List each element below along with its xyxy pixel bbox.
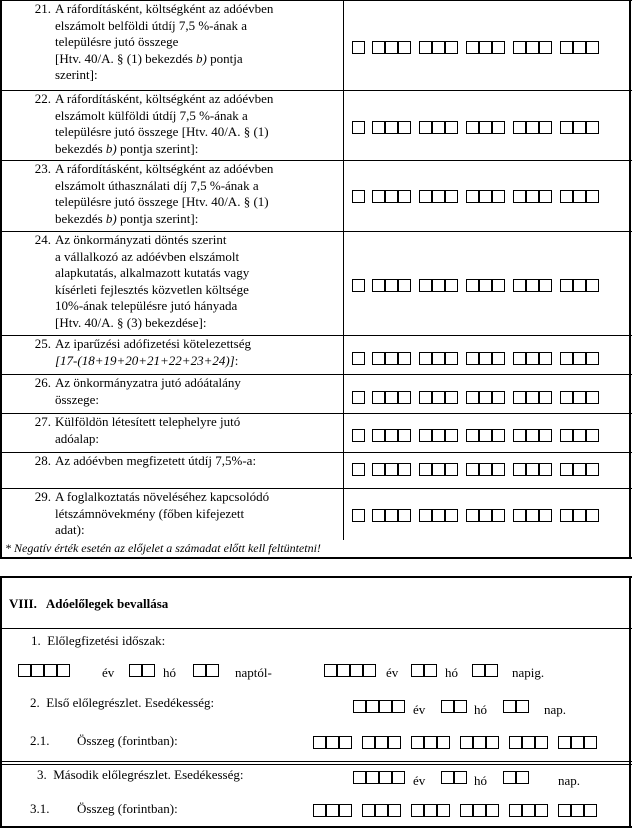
digit-box[interactable] xyxy=(479,121,492,134)
digit-box[interactable] xyxy=(326,736,339,749)
digit-box[interactable] xyxy=(366,771,379,784)
digit-box[interactable] xyxy=(558,804,571,817)
digit-box[interactable] xyxy=(411,736,424,749)
row-label-line: adóalap: xyxy=(55,430,100,446)
row-number: 26. xyxy=(34,375,51,390)
digit-box[interactable] xyxy=(385,121,398,134)
section-row-divider xyxy=(0,764,632,765)
digit-box[interactable] xyxy=(584,736,597,749)
digit-box[interactable] xyxy=(392,771,405,784)
digit-box[interactable] xyxy=(372,391,385,404)
digit-box[interactable] xyxy=(573,279,586,292)
digit-box[interactable] xyxy=(513,463,526,476)
digit-box[interactable] xyxy=(445,121,458,134)
digit-box[interactable] xyxy=(539,352,552,365)
row-label xyxy=(20,232,345,331)
digit-box[interactable] xyxy=(560,463,573,476)
year-label: év xyxy=(413,773,426,788)
row-number: 22. xyxy=(34,91,51,106)
digit-box[interactable] xyxy=(445,190,458,203)
second-due-label: 3. Második előlegrészlet. Esedékesség: xyxy=(37,767,244,782)
digit-box[interactable] xyxy=(586,41,599,54)
digit-box[interactable] xyxy=(441,700,454,713)
sign-box[interactable] xyxy=(352,463,365,476)
row-number: 23. xyxy=(34,161,51,176)
digit-box[interactable] xyxy=(398,429,411,442)
digit-box[interactable] xyxy=(385,41,398,54)
digit-box[interactable] xyxy=(362,804,375,817)
row-label-line: Külföldön létesített telephelyre jutó xyxy=(55,414,241,429)
digit-box[interactable] xyxy=(539,391,552,404)
row-label-line: A ráfordításként, költségként az adóévben xyxy=(55,161,274,176)
row-label-line: [Htv. 40/A. § (3) bekezdése]: xyxy=(55,314,207,330)
digit-box[interactable] xyxy=(473,804,486,817)
digit-box[interactable] xyxy=(573,190,586,203)
digit-box[interactable] xyxy=(388,736,401,749)
digit-box[interactable] xyxy=(445,391,458,404)
row-label-line: kísérleti fejlesztés közvetlen költsége xyxy=(55,281,249,297)
digit-box[interactable] xyxy=(486,736,499,749)
digit-box[interactable] xyxy=(526,509,539,522)
sign-box[interactable] xyxy=(352,509,365,522)
digit-box[interactable] xyxy=(372,121,385,134)
digit-box[interactable] xyxy=(445,41,458,54)
digit-box[interactable] xyxy=(479,391,492,404)
digit-box[interactable] xyxy=(479,41,492,54)
section-bottom-border xyxy=(0,826,632,828)
digit-box[interactable] xyxy=(526,121,539,134)
digit-box[interactable] xyxy=(129,664,142,677)
digit-box[interactable] xyxy=(509,804,522,817)
digit-box[interactable] xyxy=(398,121,411,134)
digit-box[interactable] xyxy=(454,700,467,713)
digit-box[interactable] xyxy=(485,664,498,677)
digit-box[interactable] xyxy=(486,804,499,817)
row-label-line: bekezdés b) pontja szerint]: xyxy=(55,210,199,226)
digit-box[interactable] xyxy=(372,463,385,476)
sign-box[interactable] xyxy=(352,429,365,442)
digit-box[interactable] xyxy=(526,41,539,54)
row-number: 28. xyxy=(34,453,51,468)
digit-box[interactable] xyxy=(473,736,486,749)
digit-box[interactable] xyxy=(526,279,539,292)
digit-box[interactable] xyxy=(379,771,392,784)
digit-box[interactable] xyxy=(432,121,445,134)
digit-box[interactable] xyxy=(419,190,432,203)
digit-box[interactable] xyxy=(560,41,573,54)
digit-box[interactable] xyxy=(526,429,539,442)
digit-box[interactable] xyxy=(445,279,458,292)
first-due-label: 2. Első előlegrészlet. Esedékesség: xyxy=(30,695,215,710)
digit-box[interactable] xyxy=(492,463,505,476)
second-amount-number: 3.1. xyxy=(30,801,50,816)
digit-box[interactable] xyxy=(479,190,492,203)
row-label-line: [17-(18+19+20+21+22+23+24)]: xyxy=(55,352,239,368)
row-number: 25. xyxy=(34,336,51,351)
digit-box[interactable] xyxy=(432,41,445,54)
digit-box[interactable] xyxy=(560,190,573,203)
digit-box[interactable] xyxy=(337,664,350,677)
digit-box[interactable] xyxy=(539,279,552,292)
digit-box[interactable] xyxy=(31,664,44,677)
table-left-border xyxy=(0,0,2,558)
row-label-line: létszámnövekmény (főben kifejezett xyxy=(55,505,245,521)
digit-box[interactable] xyxy=(492,190,505,203)
digit-box[interactable] xyxy=(424,736,437,749)
digit-box[interactable] xyxy=(388,804,401,817)
digit-box[interactable] xyxy=(313,804,326,817)
digit-box[interactable] xyxy=(586,279,599,292)
digit-box[interactable] xyxy=(324,664,337,677)
digit-box[interactable] xyxy=(479,352,492,365)
digit-box[interactable] xyxy=(398,463,411,476)
digit-box[interactable] xyxy=(398,391,411,404)
row-label-line: szerint]: xyxy=(55,67,98,82)
digit-box[interactable] xyxy=(432,463,445,476)
digit-box[interactable] xyxy=(513,352,526,365)
digit-box[interactable] xyxy=(466,391,479,404)
section-header-divider xyxy=(0,628,632,629)
digit-box[interactable] xyxy=(339,736,352,749)
digit-box[interactable] xyxy=(586,352,599,365)
section-row-divider xyxy=(0,761,632,762)
footnote: * Negatív érték esetén az előjelet a számadat előtt kell feltüntetni! xyxy=(5,541,321,555)
digit-box[interactable] xyxy=(586,463,599,476)
digit-box[interactable] xyxy=(353,700,366,713)
row-number: 29. xyxy=(34,489,51,504)
digit-box[interactable] xyxy=(560,509,573,522)
digit-box[interactable] xyxy=(437,736,450,749)
row-label-line: alapkutatás, alkalmazott kutatás vagy xyxy=(55,265,250,280)
period-label: 1. Előlegfizetési időszak: xyxy=(31,633,166,648)
digit-box[interactable] xyxy=(419,509,432,522)
digit-box[interactable] xyxy=(535,736,548,749)
digit-box[interactable] xyxy=(560,429,573,442)
sign-box[interactable] xyxy=(352,279,365,292)
digit-box[interactable] xyxy=(432,352,445,365)
first-amount-number: 2.1. xyxy=(30,733,50,748)
digit-box[interactable] xyxy=(460,736,473,749)
digit-box[interactable] xyxy=(516,700,529,713)
row-label-line: Az adóévben megfizetett útdíj 7,5%-a: xyxy=(55,453,257,468)
digit-box[interactable] xyxy=(411,804,424,817)
digit-box[interactable] xyxy=(445,463,458,476)
digit-box[interactable] xyxy=(372,41,385,54)
sign-box[interactable] xyxy=(352,190,365,203)
digit-box[interactable] xyxy=(479,463,492,476)
digit-box[interactable] xyxy=(57,664,70,677)
digit-box[interactable] xyxy=(372,509,385,522)
digit-box[interactable] xyxy=(398,190,411,203)
digit-box[interactable] xyxy=(419,391,432,404)
digit-box[interactable] xyxy=(398,509,411,522)
month-label: hó xyxy=(445,665,458,680)
table-right-border xyxy=(629,0,631,558)
digit-box[interactable] xyxy=(411,664,424,677)
digit-box[interactable] xyxy=(560,121,573,134)
digit-box[interactable] xyxy=(466,190,479,203)
digit-box[interactable] xyxy=(206,664,219,677)
digit-box[interactable] xyxy=(313,736,326,749)
row-label-line: A foglalkoztatás növeléséhez kapcsolódó xyxy=(55,489,270,504)
digit-box[interactable] xyxy=(366,700,379,713)
digit-box[interactable] xyxy=(586,429,599,442)
digit-box[interactable] xyxy=(560,352,573,365)
row-label-line: adat): xyxy=(55,522,85,537)
digit-box[interactable] xyxy=(441,771,454,784)
row-label xyxy=(20,489,345,539)
digit-box[interactable] xyxy=(479,429,492,442)
digit-box[interactable] xyxy=(526,391,539,404)
first-amount-label: Összeg (forintban): xyxy=(77,733,178,748)
row-label-line: Az önkormányzati döntés szerint xyxy=(55,232,227,247)
month-label: hó xyxy=(163,665,176,680)
month-label: hó xyxy=(474,773,487,788)
digit-box[interactable] xyxy=(419,352,432,365)
digit-box[interactable] xyxy=(432,190,445,203)
digit-box[interactable] xyxy=(558,736,571,749)
digit-box[interactable] xyxy=(466,352,479,365)
digit-box[interactable] xyxy=(424,804,437,817)
digit-box[interactable] xyxy=(586,121,599,134)
digit-box[interactable] xyxy=(573,509,586,522)
digit-box[interactable] xyxy=(522,804,535,817)
digit-box[interactable] xyxy=(419,121,432,134)
digit-box[interactable] xyxy=(539,121,552,134)
digit-box[interactable] xyxy=(503,771,516,784)
digit-box[interactable] xyxy=(445,509,458,522)
row-label-line: elszámolt úthasználati díj 7,5 %-ának a xyxy=(55,177,259,193)
digit-box[interactable] xyxy=(419,429,432,442)
row-label-line: településre jutó összege xyxy=(55,34,179,49)
digit-box[interactable] xyxy=(573,352,586,365)
row-label-line: településre jutó összege [Htv. 40/A. § (1) xyxy=(55,124,269,139)
row-label-line: A ráfordításként, költségként az adóévben xyxy=(55,1,274,16)
digit-box[interactable] xyxy=(466,279,479,292)
digit-box[interactable] xyxy=(492,429,505,442)
digit-box[interactable] xyxy=(385,352,398,365)
digit-box[interactable] xyxy=(516,771,529,784)
digit-box[interactable] xyxy=(398,352,411,365)
digit-box[interactable] xyxy=(492,121,505,134)
digit-box[interactable] xyxy=(539,41,552,54)
row-label xyxy=(20,336,345,369)
digit-box[interactable] xyxy=(492,509,505,522)
digit-box[interactable] xyxy=(571,804,584,817)
digit-box[interactable] xyxy=(419,41,432,54)
digit-box[interactable] xyxy=(385,463,398,476)
digit-box[interactable] xyxy=(419,463,432,476)
digit-box[interactable] xyxy=(513,121,526,134)
section-right-border xyxy=(629,576,631,828)
digit-box[interactable] xyxy=(18,664,31,677)
digit-box[interactable] xyxy=(339,804,352,817)
digit-box[interactable] xyxy=(513,279,526,292)
row-label-line: a vállalkozó az adóévben elszámolt xyxy=(55,248,240,264)
year-label: év xyxy=(102,665,115,680)
digit-box[interactable] xyxy=(460,804,473,817)
from-label: naptól- xyxy=(235,665,272,680)
digit-box[interactable] xyxy=(492,391,505,404)
digit-box[interactable] xyxy=(372,190,385,203)
to-label: napig. xyxy=(512,665,545,680)
digit-box[interactable] xyxy=(350,664,363,677)
digit-box[interactable] xyxy=(492,352,505,365)
sign-box[interactable] xyxy=(352,391,365,404)
digit-box[interactable] xyxy=(398,41,411,54)
row-label-line: Az önkormányzatra jutó adóátalány xyxy=(55,375,241,390)
digit-box[interactable] xyxy=(466,509,479,522)
row-number: 21. xyxy=(34,1,51,16)
digit-box[interactable] xyxy=(44,664,57,677)
digit-box[interactable] xyxy=(379,700,392,713)
sign-box[interactable] xyxy=(352,121,365,134)
row-label xyxy=(20,1,345,84)
digit-box[interactable] xyxy=(573,121,586,134)
digit-box[interactable] xyxy=(573,429,586,442)
digit-box[interactable] xyxy=(513,190,526,203)
digit-box[interactable] xyxy=(522,736,535,749)
year-label: év xyxy=(386,665,399,680)
digit-box[interactable] xyxy=(526,352,539,365)
digit-box[interactable] xyxy=(372,352,385,365)
row-number: 24. xyxy=(34,232,51,247)
row-label xyxy=(20,91,345,157)
digit-box[interactable] xyxy=(398,279,411,292)
digit-box[interactable] xyxy=(363,664,376,677)
row-label-line: A ráfordításként, költségként az adóévben xyxy=(55,91,274,106)
digit-box[interactable] xyxy=(539,463,552,476)
digit-box[interactable] xyxy=(437,804,450,817)
digit-box[interactable] xyxy=(513,509,526,522)
digit-box[interactable] xyxy=(353,771,366,784)
digit-box[interactable] xyxy=(432,509,445,522)
digit-box[interactable] xyxy=(375,804,388,817)
digit-box[interactable] xyxy=(445,352,458,365)
row-label xyxy=(20,161,345,227)
digit-box[interactable] xyxy=(432,279,445,292)
section-top-border xyxy=(0,576,632,578)
digit-box[interactable] xyxy=(586,509,599,522)
digit-box[interactable] xyxy=(573,391,586,404)
sign-box[interactable] xyxy=(352,41,365,54)
digit-box[interactable] xyxy=(573,41,586,54)
digit-box[interactable] xyxy=(586,190,599,203)
digit-box[interactable] xyxy=(535,804,548,817)
row-label-line: összege: xyxy=(55,391,100,407)
digit-box[interactable] xyxy=(560,391,573,404)
digit-box[interactable] xyxy=(571,736,584,749)
digit-box[interactable] xyxy=(503,700,516,713)
digit-box[interactable] xyxy=(526,463,539,476)
row-label-line: településre jutó összege [Htv. 40/A. § (1) xyxy=(55,194,269,209)
digit-box[interactable] xyxy=(539,190,552,203)
digit-box[interactable] xyxy=(385,190,398,203)
digit-box[interactable] xyxy=(586,391,599,404)
row-label xyxy=(20,375,345,408)
digit-box[interactable] xyxy=(539,429,552,442)
digit-box[interactable] xyxy=(432,391,445,404)
digit-box[interactable] xyxy=(362,736,375,749)
sign-box[interactable] xyxy=(352,352,365,365)
digit-box[interactable] xyxy=(385,509,398,522)
digit-box[interactable] xyxy=(419,279,432,292)
row-label-line: elszámolt belföldi útdíj 7,5 %-ának a xyxy=(55,17,248,33)
row-label xyxy=(20,414,345,447)
digit-box[interactable] xyxy=(466,463,479,476)
digit-box[interactable] xyxy=(584,804,597,817)
digit-box[interactable] xyxy=(454,771,467,784)
digit-box[interactable] xyxy=(466,41,479,54)
row-label-line: elszámolt külföldi útdíj 7,5 %-ának a xyxy=(55,107,248,123)
digit-box[interactable] xyxy=(573,463,586,476)
day-label: nap. xyxy=(558,773,581,788)
digit-box[interactable] xyxy=(479,279,492,292)
digit-box[interactable] xyxy=(432,429,445,442)
digit-box[interactable] xyxy=(142,664,155,677)
digit-box[interactable] xyxy=(539,509,552,522)
digit-box[interactable] xyxy=(424,664,437,677)
digit-box[interactable] xyxy=(445,429,458,442)
digit-box[interactable] xyxy=(472,664,485,677)
digit-box[interactable] xyxy=(385,279,398,292)
digit-box[interactable] xyxy=(513,429,526,442)
row-label-line: Az iparűzési adófizetési kötelezettség xyxy=(55,336,251,351)
digit-box[interactable] xyxy=(385,391,398,404)
digit-box[interactable] xyxy=(375,736,388,749)
digit-box[interactable] xyxy=(193,664,206,677)
row-label-line: bekezdés b) pontja szerint]: xyxy=(55,140,199,156)
month-label: hó xyxy=(474,702,487,717)
digit-box[interactable] xyxy=(509,736,522,749)
digit-box[interactable] xyxy=(392,700,405,713)
digit-box[interactable] xyxy=(492,41,505,54)
digit-box[interactable] xyxy=(372,279,385,292)
second-amount-label: Összeg (forintban): xyxy=(77,801,178,816)
section-title: VIII. Adóelőlegek bevallása xyxy=(9,596,169,611)
day-label: nap. xyxy=(544,702,567,717)
digit-box[interactable] xyxy=(326,804,339,817)
digit-box[interactable] xyxy=(513,41,526,54)
digit-box[interactable] xyxy=(385,429,398,442)
section-left-border xyxy=(0,576,2,828)
digit-box[interactable] xyxy=(492,279,505,292)
digit-box[interactable] xyxy=(466,121,479,134)
row-number: 27. xyxy=(34,414,51,429)
row-label-line: [Htv. 40/A. § (1) bekezdés b) pontja xyxy=(55,50,243,66)
digit-box[interactable] xyxy=(479,509,492,522)
row-label-line: 10%-ának településre jutó hányada xyxy=(55,298,238,313)
digit-box[interactable] xyxy=(526,190,539,203)
digit-box[interactable] xyxy=(513,391,526,404)
digit-box[interactable] xyxy=(372,429,385,442)
digit-box[interactable] xyxy=(560,279,573,292)
year-label: év xyxy=(413,702,426,717)
row-label xyxy=(20,453,345,470)
digit-box[interactable] xyxy=(466,429,479,442)
table-bottom-border xyxy=(0,557,632,559)
